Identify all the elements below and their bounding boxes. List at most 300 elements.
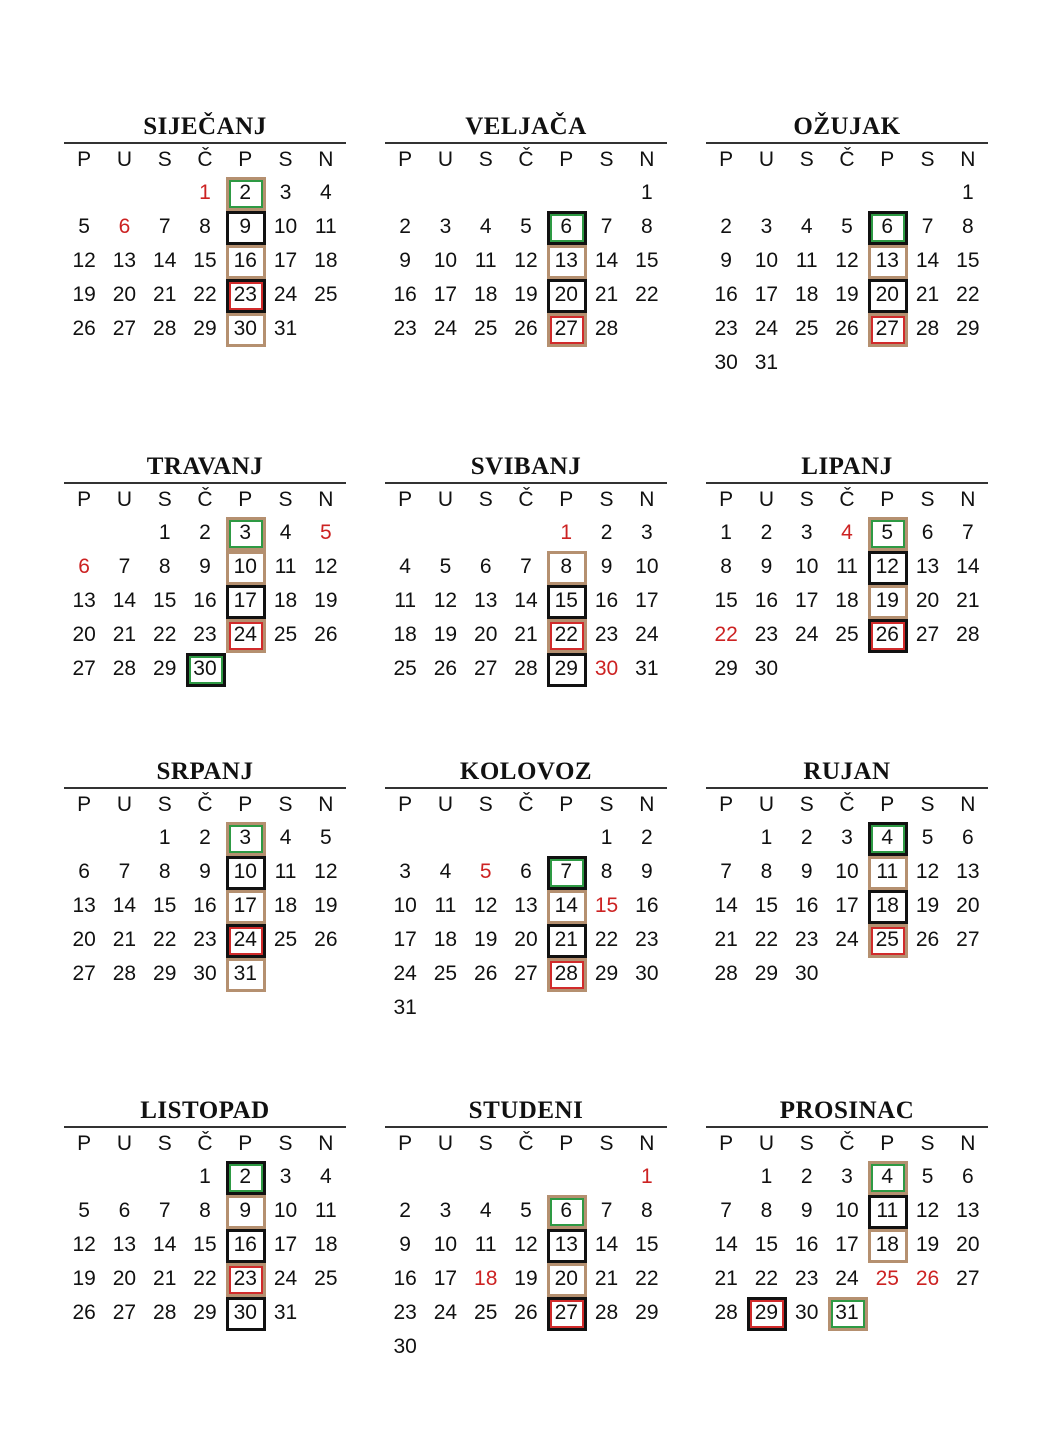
weekday-label: U — [758, 148, 774, 171]
day-number: 21 — [153, 283, 177, 306]
day-cell — [265, 1228, 305, 1262]
day-number: 2 — [399, 1199, 411, 1222]
day-cell — [586, 584, 626, 618]
weekday-header — [385, 144, 667, 176]
empty-day-cell — [586, 1160, 626, 1194]
day-cell — [907, 312, 947, 346]
empty-day-cell — [385, 516, 425, 550]
day-number: 31 — [273, 317, 298, 340]
day-cell — [185, 821, 225, 855]
day-number: 10 — [273, 1199, 298, 1222]
day-cell — [185, 1160, 225, 1194]
day-cell — [546, 550, 586, 584]
weekday-label: N — [960, 1132, 976, 1155]
weekday-label: P — [880, 1132, 895, 1155]
day-number: 6 — [560, 1199, 573, 1222]
day-number: 8 — [760, 860, 773, 883]
empty-day-cell — [385, 176, 425, 210]
month-block — [706, 1096, 988, 1330]
day-cell — [225, 550, 265, 584]
day-number: 22 — [594, 928, 619, 951]
weekday-label: Č — [197, 793, 213, 816]
day-number: 11 — [274, 555, 297, 578]
day-cell — [385, 584, 425, 618]
empty-day-cell — [867, 346, 907, 380]
day-cell — [385, 889, 425, 923]
day-number: 2 — [720, 215, 732, 238]
empty-day-cell — [867, 1296, 907, 1330]
day-cell — [225, 889, 265, 923]
day-cell — [425, 584, 465, 618]
day-cell — [827, 1296, 867, 1330]
day-number: 23 — [393, 1301, 417, 1324]
day-number: 1 — [640, 1165, 653, 1188]
day-number: 7 — [118, 555, 131, 578]
weekday-label: P — [559, 793, 574, 816]
day-number: 19 — [433, 623, 458, 646]
day-number: 22 — [714, 623, 738, 646]
day-number: 8 — [720, 555, 732, 578]
week-row — [64, 1296, 346, 1330]
day-number: 4 — [279, 521, 292, 544]
day-number: 25 — [393, 657, 417, 680]
day-cell — [145, 652, 185, 686]
day-cell — [145, 278, 185, 312]
day-number: 31 — [835, 1301, 859, 1324]
day-number: 2 — [800, 1165, 813, 1188]
day-number: 21 — [714, 1267, 738, 1290]
day-number: 11 — [795, 249, 818, 272]
weekday-label: P — [398, 488, 413, 511]
day-cell — [867, 312, 907, 346]
day-cell — [627, 1262, 667, 1296]
weekday-label: S — [799, 1132, 814, 1155]
day-number: 19 — [514, 1267, 538, 1290]
day-cell — [506, 889, 546, 923]
day-number: 5 — [78, 215, 90, 238]
day-cell — [225, 923, 265, 957]
day-number: 9 — [640, 860, 653, 883]
day-number: 11 — [394, 589, 417, 612]
day-number: 8 — [760, 1199, 773, 1222]
month-block — [706, 452, 988, 686]
empty-day-cell — [466, 1330, 506, 1364]
day-number: 10 — [233, 555, 257, 578]
day-cell — [907, 278, 947, 312]
weekday-label: U — [116, 1132, 132, 1155]
month-block — [706, 757, 988, 991]
day-number: 31 — [393, 996, 417, 1019]
day-number: 10 — [835, 860, 859, 883]
weekday-label: Č — [839, 148, 855, 171]
day-number: 1 — [158, 826, 171, 849]
day-cell — [64, 312, 104, 346]
week-row — [385, 244, 667, 278]
week-row — [385, 210, 667, 244]
day-number: 17 — [754, 283, 779, 306]
day-number: 6 — [560, 215, 573, 238]
day-cell — [265, 855, 305, 889]
day-cell — [265, 550, 305, 584]
day-cell — [627, 618, 667, 652]
day-number: 21 — [714, 928, 738, 951]
day-cell — [787, 1160, 827, 1194]
empty-day-cell — [466, 1160, 506, 1194]
day-cell — [506, 312, 546, 346]
empty-day-cell — [867, 957, 907, 991]
week-row — [706, 855, 988, 889]
day-number: 21 — [594, 283, 619, 306]
empty-day-cell — [827, 957, 867, 991]
day-number: 8 — [640, 1199, 653, 1222]
day-cell — [948, 1160, 988, 1194]
day-number: 9 — [760, 555, 773, 578]
day-number: 18 — [314, 249, 338, 272]
day-number: 24 — [273, 1267, 298, 1290]
weekday-label: S — [278, 1132, 293, 1155]
day-cell — [787, 618, 827, 652]
day-cell — [627, 1194, 667, 1228]
day-cell — [586, 855, 626, 889]
empty-day-cell — [546, 176, 586, 210]
day-number: 11 — [314, 215, 337, 238]
day-cell — [104, 889, 144, 923]
day-cell — [265, 210, 305, 244]
day-cell — [787, 923, 827, 957]
empty-day-cell — [948, 346, 988, 380]
day-number: 14 — [112, 589, 137, 612]
day-cell — [546, 1194, 586, 1228]
day-number: 1 — [760, 1165, 773, 1188]
day-cell — [586, 312, 626, 346]
day-cell — [64, 957, 104, 991]
day-cell — [827, 855, 867, 889]
day-cell — [145, 821, 185, 855]
day-number: 23 — [635, 928, 659, 951]
day-cell — [706, 516, 746, 550]
day-number: 9 — [600, 555, 613, 578]
week-row — [64, 1228, 346, 1262]
week-row — [385, 618, 667, 652]
weekday-label: P — [719, 488, 734, 511]
day-number: 12 — [514, 1233, 538, 1256]
day-cell — [948, 1194, 988, 1228]
day-number: 4 — [399, 555, 411, 578]
weekday-label: U — [437, 793, 453, 816]
day-cell — [185, 652, 225, 686]
day-cell — [265, 1262, 305, 1296]
day-cell — [827, 550, 867, 584]
week-row — [385, 957, 667, 991]
day-cell — [265, 923, 305, 957]
day-number: 30 — [233, 317, 257, 340]
day-cell — [546, 244, 586, 278]
day-cell — [746, 889, 786, 923]
day-number: 14 — [594, 249, 619, 272]
day-cell — [185, 855, 225, 889]
day-cell — [306, 176, 346, 210]
week-row — [385, 1160, 667, 1194]
weekday-label: P — [559, 488, 574, 511]
day-cell — [827, 1194, 867, 1228]
day-number: 17 — [835, 894, 859, 917]
day-cell — [385, 855, 425, 889]
day-cell — [706, 855, 746, 889]
weekday-label: U — [116, 793, 132, 816]
day-cell — [627, 652, 667, 686]
week-row — [64, 957, 346, 991]
day-number: 22 — [754, 928, 779, 951]
day-number: 12 — [72, 249, 96, 272]
day-number: 26 — [514, 317, 538, 340]
day-number: 8 — [158, 555, 171, 578]
week-row — [64, 821, 346, 855]
day-cell — [225, 1194, 265, 1228]
month-block — [385, 757, 667, 1025]
day-number: 2 — [760, 521, 773, 544]
day-number: 21 — [956, 589, 980, 612]
day-number: 20 — [875, 283, 899, 306]
weekday-label: U — [758, 793, 774, 816]
day-cell — [185, 584, 225, 618]
week-row — [385, 312, 667, 346]
day-cell — [265, 889, 305, 923]
day-number: 24 — [835, 928, 859, 951]
day-cell — [104, 618, 144, 652]
day-number: 29 — [153, 962, 177, 985]
weekday-label: Č — [839, 793, 855, 816]
day-number: 11 — [474, 249, 497, 272]
day-number: 5 — [439, 555, 452, 578]
day-cell — [466, 210, 506, 244]
day-cell — [706, 1296, 746, 1330]
day-number: 25 — [273, 928, 298, 951]
day-cell — [466, 923, 506, 957]
day-cell — [145, 889, 185, 923]
day-cell — [466, 652, 506, 686]
day-cell — [827, 516, 867, 550]
day-cell — [64, 210, 104, 244]
day-cell — [265, 244, 305, 278]
day-cell — [506, 1228, 546, 1262]
weekday-header — [64, 484, 346, 516]
day-number: 21 — [153, 1267, 177, 1290]
day-cell — [385, 991, 425, 1025]
day-cell — [948, 855, 988, 889]
day-cell — [706, 346, 746, 380]
day-cell — [225, 618, 265, 652]
day-cell — [185, 1296, 225, 1330]
day-cell — [827, 821, 867, 855]
day-number: 22 — [635, 283, 659, 306]
empty-day-cell — [706, 821, 746, 855]
day-number: 11 — [836, 555, 858, 578]
week-row — [64, 652, 346, 686]
weekday-label: P — [559, 148, 574, 171]
day-number: 19 — [72, 1267, 96, 1290]
day-number: 27 — [474, 657, 498, 680]
empty-day-cell — [64, 821, 104, 855]
empty-day-cell — [265, 957, 305, 991]
day-cell — [64, 652, 104, 686]
day-cell — [827, 923, 867, 957]
week-row — [385, 652, 667, 686]
day-cell — [867, 584, 907, 618]
day-cell — [867, 1194, 907, 1228]
week-row — [64, 1262, 346, 1296]
week-row — [706, 346, 988, 380]
day-cell — [867, 855, 907, 889]
day-number: 14 — [594, 1233, 619, 1256]
day-number: 25 — [314, 1267, 338, 1290]
day-number: 1 — [199, 1165, 211, 1188]
day-cell — [546, 278, 586, 312]
empty-day-cell — [627, 991, 667, 1025]
day-cell — [225, 584, 265, 618]
week-row — [706, 618, 988, 652]
day-cell — [948, 923, 988, 957]
week-row — [385, 584, 667, 618]
day-number: 9 — [239, 1199, 252, 1222]
day-number: 28 — [714, 962, 738, 985]
empty-day-cell — [425, 991, 465, 1025]
day-cell — [506, 652, 546, 686]
day-cell — [948, 550, 988, 584]
weekday-label: P — [719, 793, 734, 816]
day-cell — [185, 1262, 225, 1296]
day-number: 28 — [915, 317, 940, 340]
empty-day-cell — [145, 176, 185, 210]
day-cell — [225, 855, 265, 889]
day-number: 16 — [594, 589, 619, 612]
day-cell — [746, 1296, 786, 1330]
day-number: 13 — [112, 249, 137, 272]
day-cell — [104, 278, 144, 312]
day-number: 28 — [153, 317, 177, 340]
day-cell — [466, 889, 506, 923]
empty-day-cell — [546, 991, 586, 1025]
day-cell — [746, 584, 786, 618]
day-number: 9 — [800, 860, 813, 883]
day-cell — [546, 1296, 586, 1330]
day-number: 1 — [961, 181, 974, 204]
day-cell — [225, 821, 265, 855]
day-number: 21 — [554, 928, 578, 951]
day-number: 1 — [560, 521, 573, 544]
day-cell — [546, 210, 586, 244]
day-cell — [787, 889, 827, 923]
day-cell — [746, 346, 786, 380]
day-number: 12 — [474, 894, 498, 917]
day-cell — [948, 1228, 988, 1262]
day-number: 3 — [279, 181, 292, 204]
day-cell — [225, 1160, 265, 1194]
weekday-label: P — [719, 148, 734, 171]
weekday-header — [706, 144, 988, 176]
day-cell — [787, 312, 827, 346]
day-number: 28 — [714, 1301, 738, 1324]
day-cell — [225, 516, 265, 550]
empty-day-cell — [706, 1160, 746, 1194]
day-cell — [948, 278, 988, 312]
day-cell — [787, 957, 827, 991]
day-number: 12 — [72, 1233, 96, 1256]
week-row — [706, 1296, 988, 1330]
day-number: 14 — [714, 894, 738, 917]
weekday-label: N — [318, 148, 334, 171]
day-cell — [627, 1296, 667, 1330]
day-cell — [867, 1262, 907, 1296]
day-cell — [64, 278, 104, 312]
day-cell — [306, 618, 346, 652]
day-number: 27 — [956, 928, 980, 951]
day-number: 1 — [720, 521, 732, 544]
day-cell — [867, 516, 907, 550]
day-cell — [306, 550, 346, 584]
day-number: 14 — [153, 249, 177, 272]
day-number: 4 — [479, 1199, 492, 1222]
day-cell — [948, 821, 988, 855]
day-cell — [385, 550, 425, 584]
day-number: 28 — [554, 962, 578, 985]
day-number: 28 — [112, 962, 137, 985]
day-number: 3 — [841, 826, 853, 849]
day-cell — [948, 889, 988, 923]
day-number: 9 — [800, 1199, 813, 1222]
day-cell — [506, 1296, 546, 1330]
day-number: 17 — [433, 1267, 458, 1290]
day-cell — [506, 1194, 546, 1228]
day-cell — [64, 1296, 104, 1330]
day-cell — [185, 210, 225, 244]
day-cell — [145, 923, 185, 957]
day-number: 30 — [193, 962, 217, 985]
day-number: 6 — [921, 521, 934, 544]
day-number: 4 — [319, 181, 332, 204]
day-number: 10 — [835, 1199, 859, 1222]
day-number: 16 — [795, 894, 819, 917]
day-cell — [145, 584, 185, 618]
day-number: 29 — [153, 657, 177, 680]
empty-day-cell — [306, 1296, 346, 1330]
day-number: 31 — [233, 962, 257, 985]
day-cell — [306, 1160, 346, 1194]
day-number: 27 — [956, 1267, 980, 1290]
day-cell — [225, 278, 265, 312]
day-number: 14 — [514, 589, 538, 612]
day-cell — [466, 1296, 506, 1330]
week-row — [64, 550, 346, 584]
day-number: 16 — [193, 589, 217, 612]
day-cell — [104, 1296, 144, 1330]
day-cell — [586, 821, 626, 855]
weekday-label: Č — [518, 148, 534, 171]
day-number: 18 — [433, 928, 458, 951]
day-number: 2 — [239, 181, 252, 204]
day-cell — [104, 550, 144, 584]
day-cell — [425, 923, 465, 957]
week-row — [64, 176, 346, 210]
day-number: 19 — [514, 283, 538, 306]
day-cell — [506, 210, 546, 244]
weekday-label: S — [478, 793, 493, 816]
day-cell — [867, 821, 907, 855]
day-cell — [104, 244, 144, 278]
day-cell — [948, 210, 988, 244]
day-number: 29 — [635, 1301, 659, 1324]
day-number: 29 — [554, 657, 578, 680]
day-cell — [185, 1194, 225, 1228]
